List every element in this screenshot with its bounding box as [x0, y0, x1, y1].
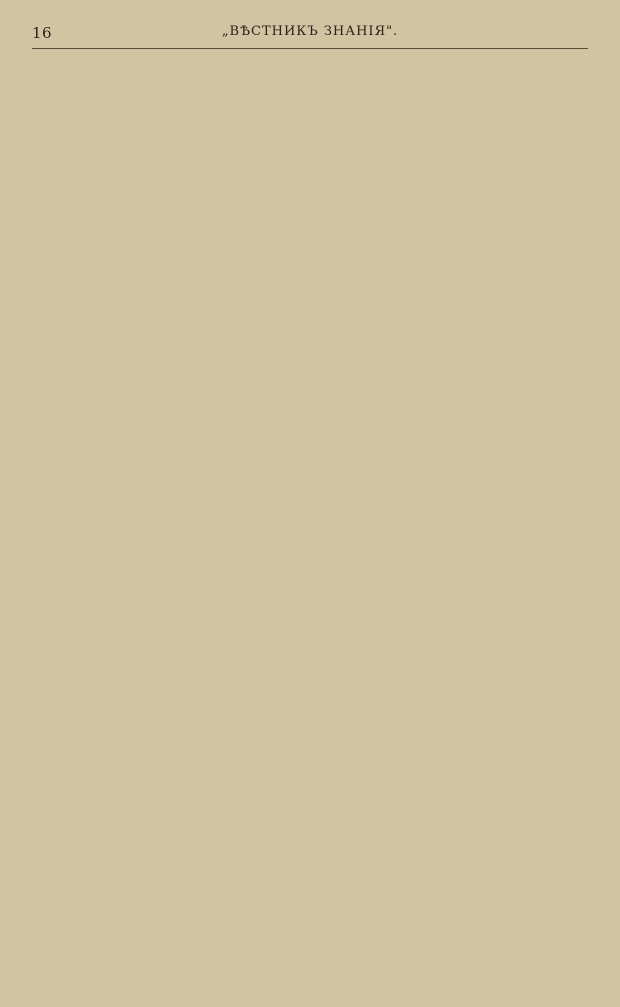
page-header — [32, 18, 588, 49]
running-title: „ВѢСТНИКЪ ЗНАНІЯ". — [221, 24, 399, 39]
page-number: 16 — [32, 24, 53, 42]
